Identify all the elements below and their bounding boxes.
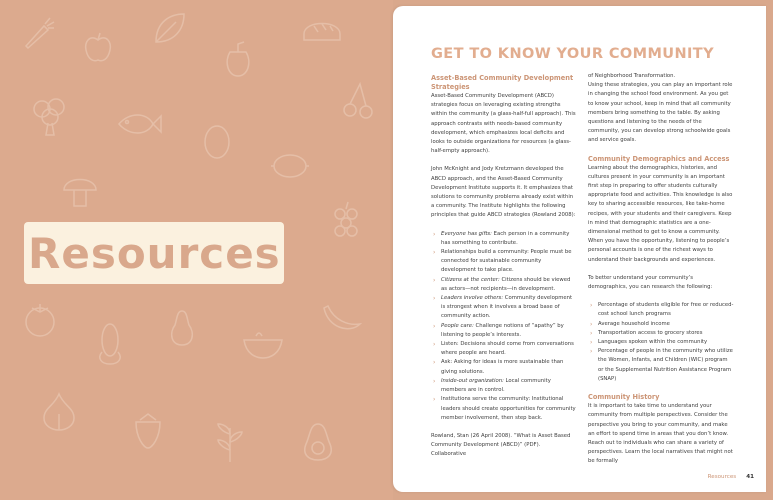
list-item: › Ask: Asking for ideas is more sustainable than giving solutions. <box>431 358 577 376</box>
list-item: › Institutions serve the community: Institutional leaders should create opportunities for community member involvement, then step back. <box>431 395 577 423</box>
onion-doodle-icon <box>40 390 78 432</box>
section-heading-demographics: Community Demographics and Access <box>588 154 730 163</box>
paragraph-strategies-role: Using these strategies, you can play an important role in changing the school food environment. As you get to know your school, keep in mind that all community members bring something to the table. By asking questions and listening to the needs of the community, you can develop strong schoolwide goals and service goals. <box>588 82 733 144</box>
apple-doodle-icon <box>80 30 116 66</box>
footer-section-label: Resources <box>707 474 737 480</box>
egg-doodle-icon <box>200 120 234 160</box>
corn-doodle-icon <box>95 320 125 366</box>
leaf-doodle-icon <box>150 8 190 48</box>
right-text-column <box>588 72 734 467</box>
paragraph-research: To better understand your community’s demographics, you can research the following: <box>588 274 713 291</box>
list-item: › Everyone has gifts: Each person in a community has something to contribute. <box>431 230 577 248</box>
section-tab <box>24 222 284 284</box>
broccoli-doodle-icon <box>30 95 70 137</box>
list-item: › Percentage of students eligible for free or reduced-cost school lunch programs <box>588 301 734 319</box>
citation: Rowland, Stan (26 April 2008). “What is Asset Based Community Development (ABCD)” (PDF). Collaborative <box>431 432 571 458</box>
carrot-doodle-icon <box>18 14 58 54</box>
cherry-doodle-icon <box>340 80 376 120</box>
section-tab-label: Resources <box>28 228 281 278</box>
avocado-doodle-icon <box>300 420 336 464</box>
page-title: GET TO KNOW YOUR COMMUNITY <box>431 46 714 62</box>
pepper-doodle-icon <box>220 40 256 80</box>
paragraph-history: It is important to take time to understand your community from multiple perspectives. Consider the perspective you bring to your community, and make an effort to spend time in areas that you don’t know. Reach out to individuals who can share a variety of perspectives. Learn the local narratives that might not be formally <box>588 403 733 465</box>
list-item: › Percentage of people in the community who utilize the Women, Infants, and Children (WIC) program or the Supplemental Nutrition Assistance Program (SNAP) <box>588 347 734 384</box>
pear-doodle-icon <box>165 305 199 349</box>
document-page <box>393 6 766 492</box>
mushroom-doodle-icon <box>60 170 100 210</box>
section-heading-history: Community History <box>588 393 660 402</box>
tomato-doodle-icon <box>20 300 60 338</box>
citation-continued: of Neighborhood Transformation. <box>588 73 676 79</box>
left-text-column <box>431 74 577 460</box>
list-item: › Inside-out organization: Local community members are in control. <box>431 377 577 395</box>
lemon-doodle-icon <box>270 150 310 182</box>
banana-doodle-icon <box>320 300 364 336</box>
strawberry-doodle-icon <box>130 410 166 450</box>
list-item: › Transportation access to grocery stores <box>588 329 734 338</box>
page-footer <box>708 474 754 480</box>
list-item: › Listen: Decisions should come from conversations where people are heard. <box>431 340 577 358</box>
list-item: › Average household income <box>588 320 734 329</box>
list-item: › Leaders involve others: Community development is strongest when it involves a broad base of community action. <box>431 294 577 322</box>
list-item: › People care: Challenge notions of “apathy” by listening to people’s interests. <box>431 322 577 340</box>
list-item: › Languages spoken within the community <box>588 338 734 347</box>
fish-doodle-icon <box>115 110 163 138</box>
page-number: 41 <box>746 474 754 480</box>
herb-doodle-icon <box>210 420 250 464</box>
section-heading-abcd: Asset-Based Community Development Strategies <box>431 74 574 91</box>
paragraph-abcd-origin: John McKnight and Jody Kretzmann developed the ABCD approach, and the Asset-Based Community Development Institute supports it. It emphasizes that solutions to community problems already exist within a community. The Institute highlights the following principles that guide ABCD strategies (Rowland 2008): <box>431 166 576 219</box>
list-item: › Relationships build a community: People must be connected for sustainable community development to take place. <box>431 248 577 276</box>
grapes-doodle-icon <box>330 200 364 242</box>
bowl-doodle-icon <box>240 330 286 360</box>
paragraph-demographics: Learning about the demographics, histories, and cultures present in your community is an important first step in preparing to offer students culturally appropriate food and activities. This knowledge is also key to sharing accessible resources, like take-home recipes, with your students and their caregivers. Keep in mind that demographic statistics are a one-dimensional method to get to know a community. When you have the opportunity, listening to people’s personal accounts is one of the richest ways to understand their backgrounds and experiences. <box>588 164 733 263</box>
bread-doodle-icon <box>300 10 344 44</box>
abcd-principles-list <box>431 230 577 423</box>
research-list <box>588 301 734 384</box>
list-item: › Citizens at the center: Citizens should be viewed as actors—not recipients—in development. <box>431 276 577 294</box>
paragraph-abcd-intro: Asset-Based Community Development (ABCD) strategies focus on leveraging existing strengths within the community (a glass-half-full approach). This approach contrasts with needs-based community development, which emphasizes local deficits and looks to outside organizations for resources (a glass-half-empty approach). <box>431 93 576 155</box>
